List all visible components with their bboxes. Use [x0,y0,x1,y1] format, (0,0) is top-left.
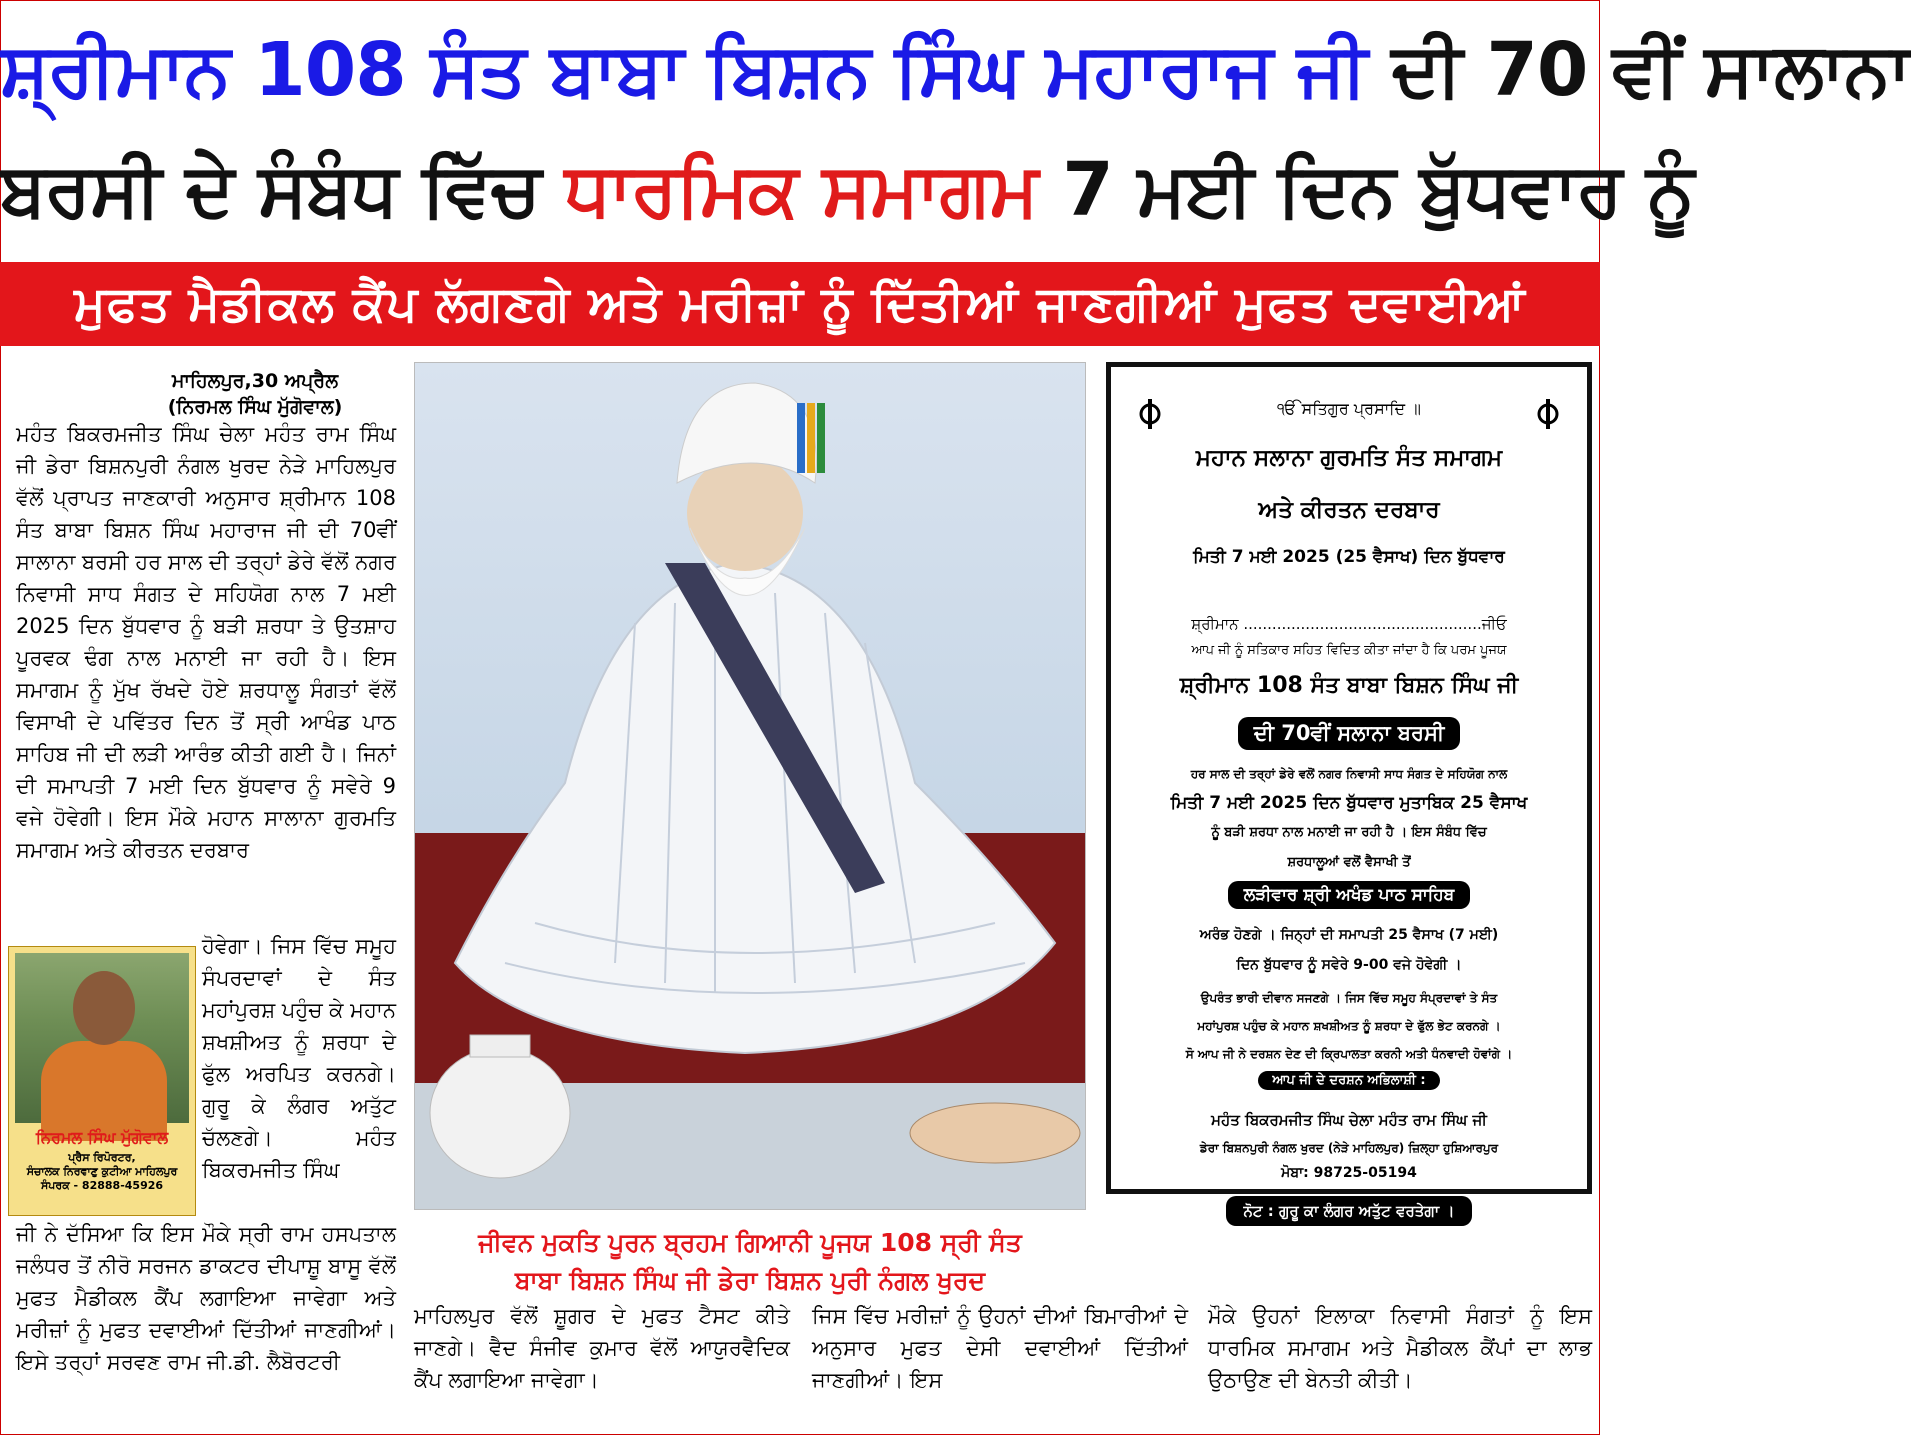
invite-darshan [1111,1071,1587,1090]
saint-painting [414,362,1086,1210]
invite-title-2: ਅਤੇ ਕੀਰਤਨ ਦਰਬਾਰ [1258,497,1440,523]
article-part-2: ਹੋਵੇਗਾ। ਜਿਸ ਵਿੱਚ ਸਮੂਹ ਸੰਪਰਦਾਵਾਂ ਦੇ ਸੰਤ ਮਹਾਂਪੁਰਸ਼ ਪਹੁੰਚ ਕੇ ਮਹਾਨ ਸ਼ਖਸ਼ੀਅਤ ਨੂੰ ਸ਼ਰਧਾ ਦੇ ਫੁੱਲ ਅਰਪਿਤ ਕਰਨਗੇ। ਗੁਰੂ ਕੇ ਲੰਗਰ ਅਤੁੱਟ ਚੱਲਣਗੇ। ਮਹੰਤ ਬਿਕਰਮਜੀਤ ਸਿੰਘ [202,934,396,1182]
article-part-4: ਮਾਹਿਲਪੁਰ ਵੱਲੋਂ ਸ਼ੂਗਰ ਦੇ ਮੁਫਤ ਟੈਸਟ ਕੀਤੇ ਜਾਣਗੇ। ਵੈਦ ਸੰਜੀਵ ਕੁਮਾਰ ਵੱਲੋਂ ਆਯੁਰਵੈਦਿਕ ਕੈਂਪ ਲਗਾਇਆ ਜਾਵੇਗਾ। [414,1304,790,1392]
painting-caption [410,1224,1090,1300]
caption-line-1: ਜੀਵਨ ਮੁਕਤਿ ਪੂਰਨ ਬ੍ਰਹਮ ਗਿਆਨੀ ਪੂਜਯ 108 ਸ੍ਰੀ ਸੰਤ [478,1228,1022,1257]
path-pill: ਲੜੀਵਾਰ ਸ਼੍ਰੀ ਅਖੰਡ ਪਾਠ ਸਾਹਿਬ [1228,881,1471,909]
byline: (ਨਿਰਮਲ ਸਿੰਘ ਮੁੱਗੋਵਾਲ) [167,396,343,418]
invite-line-a: ਹਰ ਸਾਲ ਦੀ ਤਰ੍ਹਾਂ ਡੇਰੇ ਵਲੋਂ ਨਗਰ ਨਿਵਾਸੀ ਸਾਧ ਸੰਗਤ ਦੇ ਸਹਿਯੋਗ ਨਾਲ [1190,767,1508,781]
headline-red-text: ਧਾਰਮਿਕ ਸਮਾਗਮ [564,147,1038,233]
headline [0,0,1911,262]
saint-painting-illustration [415,363,1085,1209]
reporter-role [13,1151,191,1193]
invite-line-h: ਮਹਾਂਪੁਰਸ਼ ਪਹੁੰਚ ਕੇ ਮਹਾਨ ਸ਼ਖਸ਼ੀਅਤ ਨੂੰ ਸ਼ਰਧਾ ਦੇ ਫੁੱਲ ਭੇਟ ਕਰਨਗੇ । [1197,1019,1501,1033]
reporter-body [41,1041,167,1141]
article-part-6: ਮੌਕੇ ਉਹਨਾਂ ਇਲਾਕਾ ਨਿਵਾਸੀ ਸੰਗਤਾਂ ਨੂੰ ਇਸ ਧਾਰਮਿਕ ਸਮਾਗਮ ਅਤੇ ਮੈਡੀਕਲ ਕੈਂਪਾਂ ਦਾ ਲਾਭ ਉਠਾਉਣ ਦੀ ਬੇਨਤੀ ਕੀਤੀ। [1208,1304,1592,1392]
invite-path [1111,881,1587,909]
mool-mantar: ੴ ਸਤਿਗੁਰ ਪ੍ਰਸਾਦਿ ॥ [1277,399,1421,418]
invite-address: ਡੇਰਾ ਬਿਸ਼ਨਪੁਰੀ ਨੰਗਲ ਖੁਰਦ (ਨੇੜੇ ਮਾਹਿਲਪੁਰ) ਜ਼ਿਲ੍ਹਾ ਹੁਸ਼ਿਆਰਪੁਰ [1199,1141,1499,1155]
invite-title-1: ਮਹਾਨ ਸਲਾਨਾ ਗੁਰਮਤਿ ਸੰਤ ਸਮਾਗਮ [1195,445,1503,471]
invite-line-d: ਸ਼ਰਧਾਲੂਆਂ ਵਲੋਂ ਵੈਸਾਖੀ ਤੋਂ [1287,855,1411,870]
reporter-name: ਨਿਰਮਲ ਸਿੰਘ ਮੁੱਗੋਵਾਲ [35,1128,169,1147]
article-part-5: ਜਿਸ ਵਿੱਚ ਮਰੀਜ਼ਾਂ ਨੂੰ ਉਹਨਾਂ ਦੀਆਂ ਬਿਮਾਰੀਆਂ ਦੇ ਅਨੁਸਾਰ ਮੁਫਤ ਦੇਸੀ ਦਵਾਈਆਂ ਦਿੱਤੀਆਂ ਜਾਣਗੀਆਂ। ਇਸ [812,1304,1188,1392]
invite-salutation: ਸ਼੍ਰੀਮਾਨ ..................................................ਜੀਓ [1191,615,1507,633]
dateline: ਮਾਹਿਲਪੁਰ,30 ਅਪ੍ਰੈਲ [171,370,339,392]
caption-line-2: ਬਾਬਾ ਬਿਸ਼ਨ ਸਿੰਘ ਜੀ ਡੇਰਾ ਬਿਸ਼ਨ ਪੁਰੀ ਨੰਗਲ ਖੁਰਦ [514,1266,985,1295]
reporter-photo [15,953,189,1123]
reporter-phone: ਸੰਪਰਕ - 82888-45926 [40,1179,164,1192]
invite-line-i: ਸੋ ਆਪ ਜੀ ਨੇ ਦਰਸ਼ਨ ਦੇਣ ਦੀ ਕ੍ਰਿਪਾਲਤਾ ਕਰਨੀ ਅਤੀ ਧੰਨਵਾਦੀ ਹੋਵਾਂਗੇ । [1185,1047,1513,1061]
headline-black-text: ਦੀ 70 ਵੀਂ ਸਾਲਾਨਾ [1391,27,1911,113]
headline-black-text-b: 7 ਮਈ ਦਿਨ ਬੁੱਧਵਾਰ ਨੂੰ [1062,147,1694,233]
water-pot [430,1048,570,1178]
dateline-block [100,368,410,420]
headline-line-1 [0,22,1911,118]
article-part-3: ਜੀ ਨੇ ਦੱਸਿਆ ਕਿ ਇਸ ਮੌਕੇ ਸ੍ਰੀ ਰਾਮ ਹਸਪਤਾਲ ਜਲੰਧਰ ਤੋਂ ਨੀਰੋ ਸਰਜਨ ਡਾਕਟਰ ਦੀਪਾਸ਼ੂ ਬਾਸੂ ਵੱਲੋਂ ਮੁਫਤ ਮੈਡੀਕਲ ਕੈਂਪ ਲਗਾਇਆ ਜਾਵੇਗਾ ਅਤੇ ਮਰੀਜ਼ਾਂ ਨੂੰ ਮੁਫਤ ਦਵਾਈਆਂ ਦਿੱਤੀਆਂ ਜਾਣਗੀਆਂ। ਇਸੇ ਤਰ੍ਹਾਂ ਸਰਵਣ ਰਾਮ ਜੀ.ਡੀ. ਲੈਬੋਰਟਰੀ [16,1222,396,1374]
reporter-card [8,946,196,1216]
invite-note: ਨੋਟ : ਗੁਰੂ ਕਾ ਲੰਗਰ ਅਤੁੱਟ ਵਰਤੇਗਾ । [1226,1196,1473,1226]
subheadline-band [0,262,1600,346]
sandals [910,1103,1080,1163]
article-part-1: ਮਹੰਤ ਬਿਕਰਮਜੀਤ ਸਿੰਘ ਚੇਲਾ ਮਹੰਤ ਰਾਮ ਸਿੰਘ ਜੀ ਡੇਰਾ ਬਿਸ਼ਨਪੁਰੀ ਨੰਗਲ ਖੁਰਦ ਨੇੜੇ ਮਾਹਿਲਪੁਰ ਵੱਲੋਂ ਪ੍ਰਾਪਤ ਜਾਣਕਾਰੀ ਅਨੁਸਾਰ ਸ਼੍ਰੀਮਾਨ 108 ਸੰਤ ਬਾਬਾ ਬਿਸ਼ਨ ਸਿੰਘ ਮਹਾਰਾਜ ਜੀ ਦੀ 70ਵੀਂ ਸਾਲਾਨਾ ਬਰਸੀ ਹਰ ਸਾਲ ਦੀ ਤਰ੍ਹਾਂ ਡੇਰੇ ਵੱਲੋਂ ਨਗਰ ਨਿਵਾਸੀ ਸਾਧ ਸੰਗਤ ਦੇ ਸਹਿਯੋਗ ਨਾਲ 7 ਮਈ 2025 ਦਿਨ ਬੁੱਧਵਾਰ ਨੂੰ ਬੜੀ ਸ਼ਰਧਾ ਤੇ ਉਤਸ਼ਾਹ ਪੂਰਵਕ ਢੰਗ ਨਾਲ ਮਨਾਈ ਜਾ ਰਹੀ ਹੈ। ਇਸ ਸਮਾਗਮ ਨੂੰ ਮੁੱਖ ਰੱਖਦੇ ਹੋਏ ਸ਼ਰਧਾਲੂ ਸੰਗਤਾਂ ਵੱਲੋਂ ਵਿਸਾਖੀ ਦੇ ਪਵਿੱਤਰ ਦਿਨ ਤੋਂ ਸ੍ਰੀ ਆਖੰਡ ਪਾਠ ਸਾਹਿਬ ਜੀ ਦੀ ਲੜੀ ਆਰੰਭ ਕੀਤੀ ਗਈ ਹੈ। ਜਿਨਾਂ ਦੀ ਸਮਾਪਤੀ 7 ਮਈ ਦਿਨ ਬੁੱਧਵਾਰ ਨੂੰ ਸਵੇਰੇ 9 ਵਜੇ ਹੋਵੇਗੀ। ਇਸ ਮੌਕੇ ਮਹਾਨ ਸਾਲਾਨਾ ਗੁਰਮਤਿ ਸਮਾਗਮ ਅਤੇ ਕੀਰਤਨ ਦਰਬਾਰ [16,422,396,862]
invite-line-g: ਉਪਰੰਤ ਭਾਰੀ ਦੀਵਾਨ ਸਜਣਗੇ । ਜਿਸ ਵਿੱਚ ਸਮੂਹ ਸੰਪ੍ਰਦਾਵਾਂ ਤੇ ਸੰਤ [1200,991,1498,1005]
reporter-role-1: ਪ੍ਰੈਸ ਰਿਪੋਰਟਰ, [68,1151,136,1164]
reporter-head [73,971,135,1045]
barsi-pill: ਦੀ 70ਵੀਂ ਸਲਾਨਾ ਬਰਸੀ [1238,717,1461,750]
headline-line-2 [0,140,1694,240]
headline-blue-text: ਸ਼੍ਰੀਮਾਨ 108 ਸੰਤ ਬਾਬਾ ਬਿਸ਼ਨ ਸਿੰਘ ਮਹਾਰਾਜ ਜੀ [0,27,1367,113]
invite-host: ਮਹੰਤ ਬਿਕਰਮਜੀਤ ਸਿੰਘ ਚੇਲਾ ਮਹੰਤ ਰਾਮ ਸਿੰਘ ਜੀ [1211,1111,1487,1129]
invite-saint-name: ਸ਼੍ਰੀਮਾਨ 108 ਸੰਤ ਬਾਬਾ ਬਿਸ਼ਨ ਸਿੰਘ ਜੀ [1179,673,1519,698]
invitation-card [1106,362,1592,1194]
invite-line-b: ਮਿਤੀ 7 ਮਈ 2025 ਦਿਨ ਬੁੱਧਵਾਰ ਮੁਤਾਬਿਕ 25 ਵੈਸਾਖ [1170,793,1528,813]
invite-intro: ਆਪ ਜੀ ਨੂੰ ਸਤਿਕਾਰ ਸਹਿਤ ਵਿਦਿਤ ਕੀਤਾ ਜਾਂਦਾ ਹੈ ਕਿ ਪਰਮ ਪੂਜਯ [1191,643,1507,658]
invite-mobile: ਮੋਬਾ: 98725-05194 [1281,1165,1417,1181]
invite-date: ਮਿਤੀ 7 ਮਈ 2025 (25 ਵੈਸਾਖ) ਦਿਨ ਬੁੱਧਵਾਰ [1193,547,1505,567]
invite-line-c: ਨੂੰ ਬੜੀ ਸ਼ਰਧਾ ਨਾਲ ਮਨਾਈ ਜਾ ਰਹੀ ਹੈ । ਇਸ ਸੰਬੰਧ ਵਿੱਚ [1211,825,1487,840]
subheadline: ਮੁਫਤ ਮੈਡੀਕਲ ਕੈਂਪ ਲੱਗਣਗੇ ਅਤੇ ਮਰੀਜ਼ਾਂ ਨੂੰ ਦਿੱਤੀਆਂ ਜਾਣਗੀਆਂ ਮੁਫਤ ਦਵਾਈਆਂ [74,276,1526,332]
invite-barsi [1111,717,1587,750]
invite-note-wrap [1106,1196,1592,1226]
invite-line-f: ਦਿਨ ਬੁੱਧਵਾਰ ਨੂੰ ਸਵੇਰੇ 9-00 ਵਜੇ ਹੋਵੇਗੀ । [1236,957,1462,973]
darshan-pill: ਆਪ ਜੀ ਦੇ ਦਰਸ਼ਨ ਅਭਿਲਾਸ਼ੀ : [1258,1071,1439,1090]
white-robe [455,563,1055,1053]
invite-line-e: ਅਰੰਭ ਹੋਣਗੇ । ਜਿਨ੍ਹਾਂ ਦੀ ਸਮਾਪਤੀ 25 ਵੈਸਾਖ (7 ਮਈ) [1199,927,1499,943]
headline-black-text-a: ਬਰਸੀ ਦੇ ਸੰਬੰਧ ਵਿੱਚ [0,147,540,233]
reporter-role-2: ਸੰਚਾਲਕ ਨਿਰਵਾਣੁ ਕੁਟੀਆ ਮਾਹਿਲਪੁਰ [26,1165,178,1178]
